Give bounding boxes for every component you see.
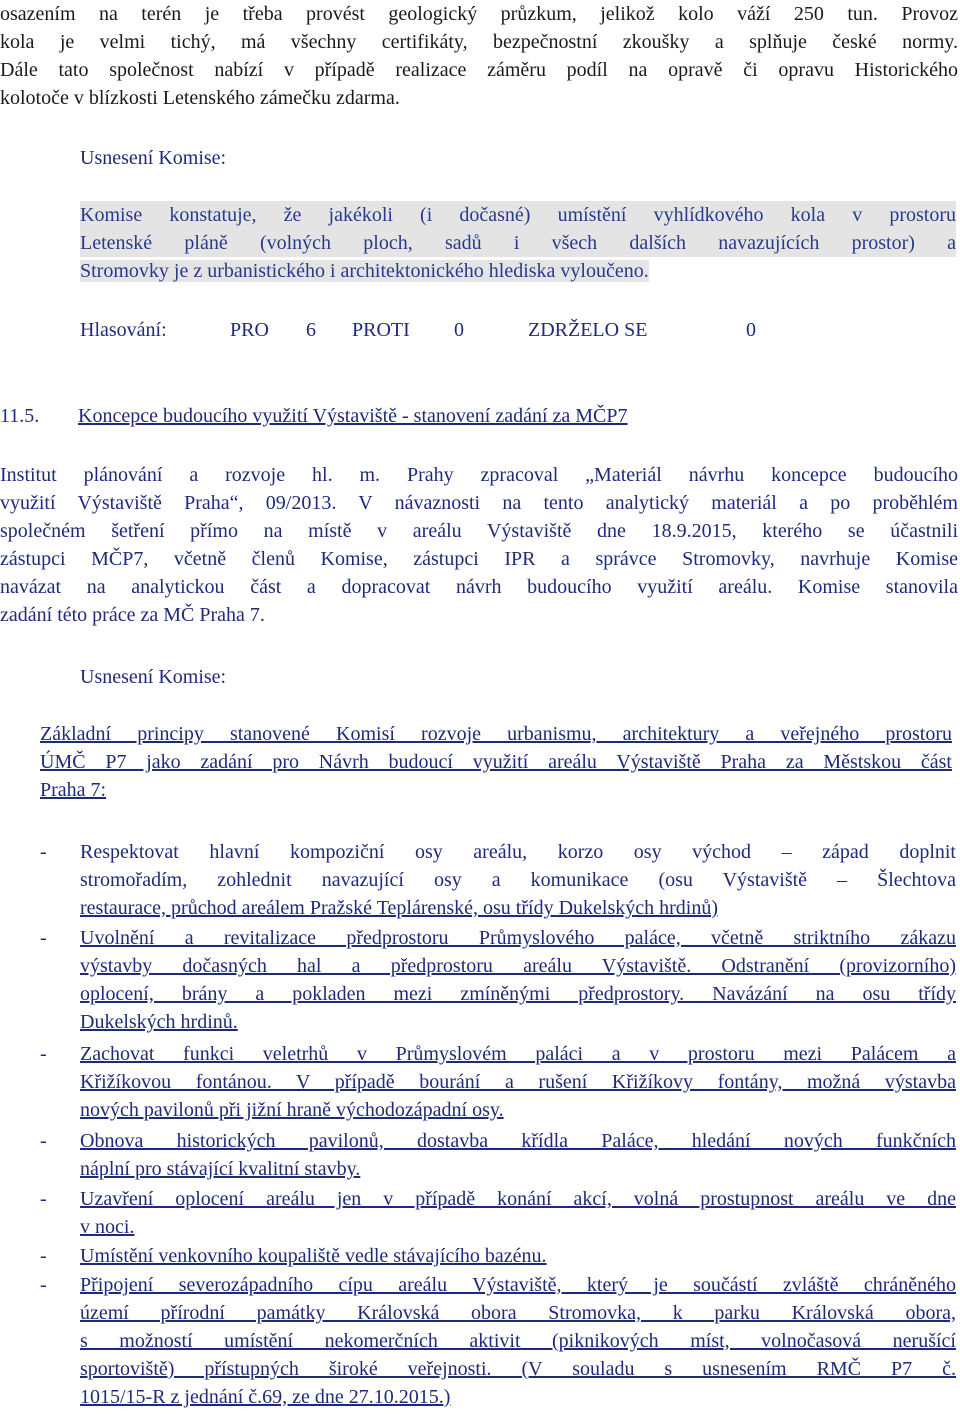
principle-text [80, 1040, 956, 1124]
body-line: zástupci MČP7, včetně členů Komise, zástupci IPR a správce Stromovky, navrhuje Komise [0, 548, 958, 570]
principle-text [80, 1185, 956, 1241]
principle-line: Zachovat funkci veletrhů v Průmyslovém paláci a v prostoru mezi Palácem a [80, 1043, 956, 1065]
principle-line: Připojení severozápadního cípu areálu Výstaviště, který je součástí zvláště chráněného [80, 1274, 956, 1296]
bullet-dash: - [40, 1188, 47, 1210]
resolution-line: Stromovky je z urbanistického i architektonického hlediska vyloučeno. [80, 260, 649, 282]
section-title-text: Koncepce budoucího využití Výstaviště - stanovení zadání za MČP7 [78, 405, 628, 427]
body-line: zadání této práce za MČ Praha 7. [0, 604, 265, 626]
body-line: využití Výstaviště Praha“, 09/2013. V návaznosti na tento analytický materiál a po proběhlém [0, 492, 958, 514]
resolution-text [80, 201, 956, 285]
principle-item [40, 1127, 956, 1183]
vote-proti-label: PROTI [352, 319, 410, 341]
bullet-dash: - [40, 927, 47, 949]
principle-text [80, 1271, 956, 1411]
principles-intro-line: Základní principy stanovené Komisí rozvoje urbanismu, architektury a veřejného prostoru [40, 723, 952, 745]
bullet-dash: - [40, 1245, 47, 1267]
principle-line: sportoviště) přístupných široké veřejnosti. (V souladu s usnesením RMČ P7 č. [80, 1358, 956, 1380]
principle-line: stromořadím, zohlednit navazující osy a komunikace (osu Výstaviště – Šlechtova [80, 869, 956, 891]
vote-zdrzelo-value: 0 [746, 319, 756, 341]
body-line: navázat na analytickou část a dopracovat návrh budoucího využití areálu. Komise stanovila [0, 576, 958, 598]
resolution-heading: Usnesení Komise: [80, 147, 227, 169]
principles-intro [40, 720, 952, 804]
vote-zdrzelo-label: ZDRŽELO SE [528, 319, 648, 341]
principle-line: oplocení, brány a pokladen mezi zmíněnými předprostory. Navázání na osu třídy [80, 983, 956, 1005]
vote-proti-value: 0 [454, 319, 464, 341]
intro-line: kolotoče v blízkosti Letenského zámečku zdarma. [0, 87, 400, 109]
bullet-dash: - [40, 1274, 47, 1296]
principle-item [40, 838, 956, 922]
body-line: Institut plánování a rozvoje hl. m. Prahy zpracoval „Materiál návrhu koncepce budoucího [0, 464, 958, 486]
vote-label: Hlasování: [80, 319, 167, 341]
principle-line: území přírodní památky Královská obora Stromovka, k parku Královská obora, [80, 1302, 956, 1324]
bullet-dash: - [40, 1043, 47, 1065]
principle-line: Křižíkovou fontánou. V případě bourání a rušení Křižíkovy fontány, možná výstavba [80, 1071, 956, 1093]
principle-item [40, 1242, 956, 1270]
bullet-dash: - [40, 1130, 47, 1152]
principle-line: Uzavření oplocení areálu jen v případě konání akcí, volná prostupnost areálu ve dne [80, 1188, 956, 1210]
section-number: 11.5. [0, 405, 40, 427]
principle-line: Uvolnění a revitalizace předprostoru Průmyslového paláce, včetně striktního zákazu [80, 927, 956, 949]
principle-line: Respektovat hlavní kompoziční osy areálu, korzo osy východ – západ doplnit [80, 841, 956, 863]
bullet-dash: - [40, 841, 47, 863]
vote-pro-value: 6 [306, 319, 316, 341]
principles-intro-line: ÚMČ P7 jako zadání pro Návrh budoucí využití areálu Výstaviště Praha za Městskou část [40, 751, 952, 773]
principle-item [40, 1271, 956, 1416]
principle-line: výstavby dočasných hal a předprostoru areálu Výstaviště. Odstranění (provizorního) [80, 955, 956, 977]
principle-line: Dukelských hrdinů. [80, 1011, 238, 1033]
principle-item [40, 1040, 956, 1124]
principle-line: s možností umístění nekomerčních aktivit (piknikových míst, volnočasová nerušící [80, 1330, 956, 1352]
intro-paragraph [0, 0, 958, 112]
body-line: společném šetření přímo na místě v areálu Výstaviště dne 18.9.2015, kterého se účastnili [0, 520, 958, 542]
intro-line: osazením na terén je třeba provést geologický průzkum, jelikož kolo váží 250 tun. Provoz [0, 3, 958, 25]
resolution-line: Letenské pláně (volných ploch, sadů i všech dalších navazujících prostor) a [80, 229, 956, 257]
intro-line: kola je velmi tichý, má všechny certifikáty, bezpečnostní zkoušky a splňuje české normy. [0, 31, 958, 53]
principle-item [40, 924, 956, 1036]
principle-text [80, 1242, 956, 1270]
resolution-line: Komise konstatuje, že jakékoli (i dočasné) umístění vyhlídkového kola v prostoru [80, 201, 956, 229]
body-paragraph [0, 461, 958, 629]
principle-line: 1015/15-R z jednání č.69, ze dne 27.10.2015.) [80, 1386, 451, 1408]
principles-intro-line: Praha 7: [40, 779, 107, 801]
principle-line: Obnova historických pavilonů, dostavba křídla Paláce, hledání nových funkčních [80, 1130, 956, 1152]
section-title [0, 402, 628, 430]
principle-item [40, 1185, 956, 1241]
vote-pro-label: PRO [230, 319, 269, 341]
principle-line: v noci. [80, 1216, 135, 1238]
principle-line: náplní pro stávající kvalitní stavby. [80, 1158, 361, 1180]
principle-text [80, 924, 956, 1036]
vote-row [80, 316, 756, 344]
principle-text [80, 838, 956, 922]
principle-line: Umístění venkovního koupaliště vedle stávajícího bazénu. [80, 1245, 547, 1267]
resolution-heading: Usnesení Komise: [80, 666, 227, 688]
principle-line: nových pavilonů při jižní hraně východozápadní osy. [80, 1099, 504, 1121]
intro-line: Dále tato společnost nabízí v případě realizace záměru podíl na opravě či opravu Historického [0, 59, 958, 81]
principle-text [80, 1127, 956, 1183]
principle-line: restaurace, průchod areálem Pražské Teplárenské, osu třídy Dukelských hrdinů) [80, 897, 718, 919]
